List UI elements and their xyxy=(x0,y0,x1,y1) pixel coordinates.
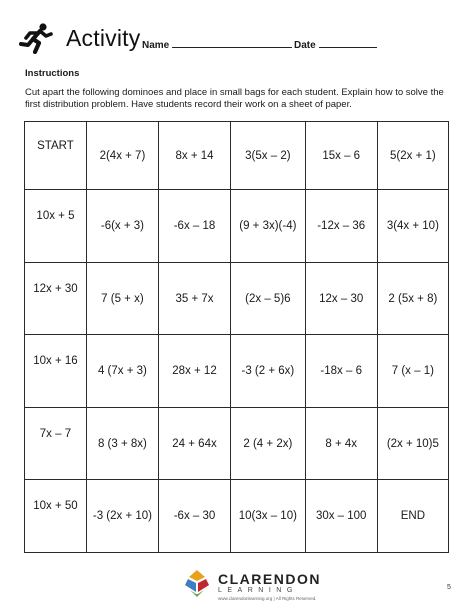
logo-piece-bottom xyxy=(190,590,204,597)
table-cell: 10x + 5 xyxy=(25,190,87,263)
name-label: Name xyxy=(142,40,170,51)
table-row xyxy=(25,335,449,408)
table-cell: 28x + 12 xyxy=(158,335,230,408)
table-cell: -6(x + 3) xyxy=(86,190,158,263)
table-cell: 7 (5 + x) xyxy=(86,262,158,335)
table-cell: (9 + 3x)(-4) xyxy=(231,190,306,263)
table-cell: END xyxy=(377,480,448,553)
table-cell: 5(2x + 1) xyxy=(377,122,448,190)
instructions-heading: Instructions xyxy=(25,68,80,79)
table-row xyxy=(25,262,449,335)
domino-table xyxy=(24,121,449,553)
puzzle-logo-icon xyxy=(182,568,212,598)
name-line[interactable] xyxy=(172,37,292,48)
table-cell: 2(4x + 7) xyxy=(86,122,158,190)
table-cell: 8 (3 + 8x) xyxy=(86,407,158,480)
logo-url: www.clarendonlearning.org | All Rights Reserved. xyxy=(218,596,317,601)
table-cell: 10x + 50 xyxy=(25,480,87,553)
table-cell: 30x – 100 xyxy=(305,480,377,553)
table-cell: -6x – 18 xyxy=(158,190,230,263)
date-field[interactable] xyxy=(294,37,377,51)
date-label: Date xyxy=(294,40,316,51)
table-cell: START xyxy=(25,122,87,190)
name-field[interactable] xyxy=(142,37,292,51)
table-cell: 12x + 30 xyxy=(25,262,87,335)
table-cell: -6x – 30 xyxy=(158,480,230,553)
date-line[interactable] xyxy=(319,37,377,48)
logo-piece-top xyxy=(189,570,205,581)
table-row xyxy=(25,480,449,553)
table-cell: (2x + 10)5 xyxy=(377,407,448,480)
table-cell: -18x – 6 xyxy=(305,335,377,408)
table-cell: (2x – 5)6 xyxy=(231,262,306,335)
table-cell: -3 (2x + 10) xyxy=(86,480,158,553)
table-cell: 8x + 14 xyxy=(158,122,230,190)
instructions-text: Cut apart the following dominoes and place in small bags for each student. Explain how to solve the first distribution problem. Have students record their work on a sheet of paper. xyxy=(25,87,444,110)
table-cell: 24 + 64x xyxy=(158,407,230,480)
logo-name: CLARENDON xyxy=(218,571,321,587)
table-cell: 15x – 6 xyxy=(305,122,377,190)
table-cell: 2 (4 + 2x) xyxy=(231,407,306,480)
page-header xyxy=(18,22,458,58)
table-row xyxy=(25,122,449,190)
table-cell: 7 (x – 1) xyxy=(377,335,448,408)
table-row xyxy=(25,407,449,480)
table-cell: 35 + 7x xyxy=(158,262,230,335)
table-cell: 3(5x – 2) xyxy=(231,122,306,190)
running-person-icon xyxy=(18,22,54,54)
table-cell: 4 (7x + 3) xyxy=(86,335,158,408)
clarendon-logo xyxy=(182,568,362,604)
table-cell: 3(4x + 10) xyxy=(377,190,448,263)
table-cell: 2 (5x + 8) xyxy=(377,262,448,335)
table-row xyxy=(25,190,449,263)
logo-piece-right xyxy=(198,579,209,592)
table-cell: 10x + 16 xyxy=(25,335,87,408)
page-number: 5 xyxy=(447,584,451,591)
table-cell: -3 (2 + 6x) xyxy=(231,335,306,408)
table-cell: 7x – 7 xyxy=(25,407,87,480)
table-cell: -12x – 36 xyxy=(305,190,377,263)
table-cell: 10(3x – 10) xyxy=(231,480,306,553)
logo-subtitle: LEARNING xyxy=(218,587,298,594)
activity-title: Activity xyxy=(66,25,141,51)
table-cell: 8 + 4x xyxy=(305,407,377,480)
logo-piece-left xyxy=(185,579,196,592)
table-cell: 12x – 30 xyxy=(305,262,377,335)
